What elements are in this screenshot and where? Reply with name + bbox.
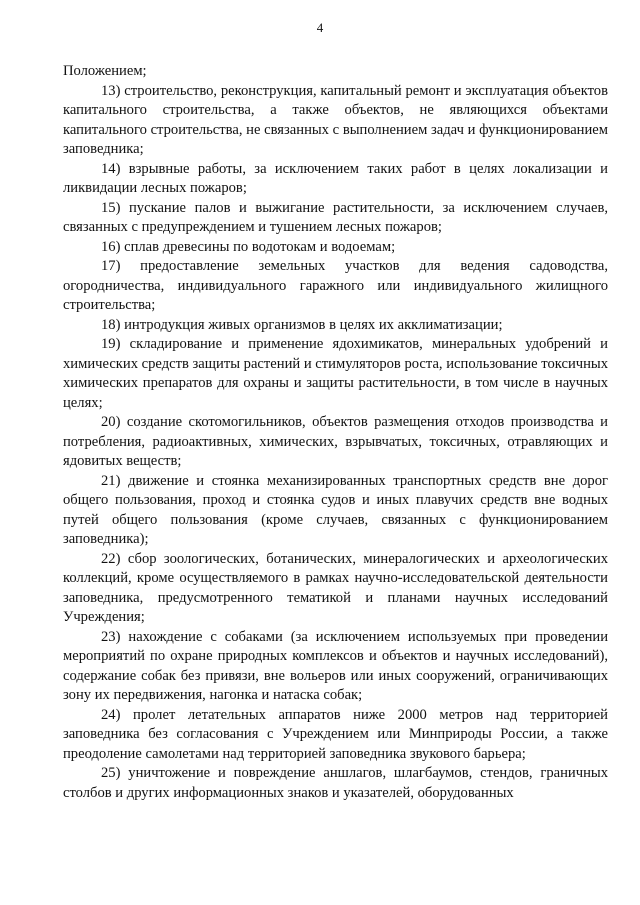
paragraph-item-21: 21) движение и стоянка механизированных транспортных средств вне дорог общего пользования, проход и стоянка судов и иных плавучих средств вне водных путей общего пользования (кроме случаев, связанных с функционированием заповедника); (63, 472, 608, 547)
paragraph-item-14: 14) взрывные работы, за исключением таких работ в целях локализации и ликвидации лесных пожаров; (63, 160, 608, 196)
paragraph-item-19: 19) складирование и применение ядохимикатов, минеральных удобрений и химических средств защиты растений и стимуляторов роста, использование токсичных химических препаратов для охраны и защиты растительности, в том числе в научных целях; (63, 336, 609, 411)
document-body (63, 62, 608, 803)
paragraph-item-24: 24) пролет летательных аппаратов ниже 2000 метров над территорией заповедника без согласования с Учреждением или Минприроды России, а также преодоление самолетами над территорией заповедника звукового барьера; (63, 706, 608, 762)
paragraph-item-25: 25) уничтожение и повреждение аншлагов, шлагбаумов, стендов, граничных столбов и других информационных знаков и указателей, оборудованных (63, 765, 608, 801)
paragraph-item-20: 20) создание скотомогильников, объектов размещения отходов производства и потребления, радиоактивных, химических, взрывчатых, токсичных, отравляющих и ядовитых веществ; (63, 414, 608, 469)
paragraph-item-22: 22) сбор зоологических, ботанических, минералогических и археологических коллекций, кроме осуществляемого в рамках научно-исследовательской деятельности заповедника, предусмотренного тематикой и планами научных исследований Учреждения; (63, 550, 608, 625)
paragraph-item-23: 23) нахождение с собаками (за исключением используемых при проведении мероприятий по охране природных комплексов и объектов и научных исследований), содержание собак без привязи, вне вольеров или иных сооружений, ограничивающих зону их передвижения, нагонка и натаска собак; (63, 628, 608, 703)
paragraph-item-13: 13) строительство, реконструкция, капитальный ремонт и эксплуатация объектов капитального строительства, а также объектов, не являющихся объектами капитального строительства, не связанных с выполнением задач и функционированием заповедника; (63, 82, 608, 157)
paragraph-item-15: 15) пускание палов и выжигание растительности, за исключением случаев, связанных с предупреждением и тушением лесных пожаров; (63, 199, 608, 235)
paragraph-item-18: 18) интродукция живых организмов в целях их акклиматизации; (101, 316, 503, 333)
paragraph-item-16: 16) сплав древесины по водотокам и водоемам; (101, 238, 396, 255)
page-number: 4 (316, 20, 324, 35)
paragraph-continuation: Положением; (63, 63, 147, 79)
paragraph-item-17: 17) предоставление земельных участков для ведения садоводства, огородничества, индивидуального гаражного или индивидуального жилищного строительства; (63, 258, 608, 313)
